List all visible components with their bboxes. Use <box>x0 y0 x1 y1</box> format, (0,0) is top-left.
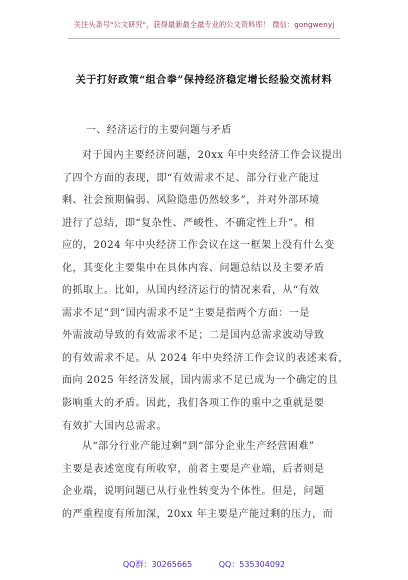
paragraph-line: 了四个方面的表现，即“有效需求不足、部分行业产能过 <box>62 172 320 184</box>
paragraph-line: 企业端，说明问题已从行业性转变为个体性。但是，问题 <box>62 486 325 498</box>
header-divider <box>68 38 340 39</box>
paragraph-line: 进行了总结，即“复杂性、严峻性、不确定性上升”。相 <box>62 217 315 229</box>
footer-qq: QQ：535304092 <box>218 560 286 569</box>
paragraph-line: 面向 2025 年经济发展，国内需求不足已成为一个确定的且 <box>62 375 339 387</box>
paragraph-line: 主要是表述宽度有所收窄，前者主要是产业端，后者则是 <box>62 463 325 475</box>
paragraph-line: 有效扩大国内总需求。 <box>62 420 167 432</box>
paragraph-line: 剩、社会预期偏弱、风险隐患仍然较多”，并对外部环境 <box>62 195 320 207</box>
paragraph-line: 的抓取上。比如，从国内经济运行的情况来看，从“有效 <box>62 285 320 297</box>
paragraph-line: 化，其变化主要集中在具体内容、问题总结以及主要矛盾 <box>62 262 325 274</box>
paragraph-line: 的严重程度有所加深，20xx 年主要是产能过剩的压力，而 <box>62 508 334 520</box>
footer-contact <box>0 559 408 570</box>
document-title: 关于打好政策“组合拳”保持经济稳定增长经验交流材料 <box>75 75 333 86</box>
paragraph-2 <box>62 436 352 526</box>
paragraph-1 <box>62 145 352 438</box>
header-banner: 关注头条号"公文研究"，获得最新最全最专业的公文资料库！ 微信：gongwenyj <box>73 20 335 29</box>
paragraph-line: 的有效需求不足。从 2024 年中央经济工作会议的表述来看， <box>62 352 349 364</box>
paragraph-line: 对于国内主要经济问题，20xx 年中央经济工作会议提出 <box>82 150 343 161</box>
section-heading: 一、经济运行的主要问题与矛盾 <box>86 125 232 136</box>
paragraph-line: 从“部分行业产能过剩”到“部分企业生产经营困难” <box>82 441 315 452</box>
footer-qq-group: QQ群：30265665 <box>122 560 193 569</box>
paragraph-line: 影响重大的矛盾。因此，我们各项工作的重中之重就是要 <box>62 398 325 410</box>
paragraph-line: 需求不足”到“国内需求不足”主要是指两个方面：一是 <box>62 307 310 319</box>
paragraph-line: 外需波动导致的有效需求不足；二是国内总需求波动导致 <box>62 330 325 342</box>
paragraph-line: 应的，2024 年中央经济工作会议在这一框架上没有什么变 <box>62 240 335 252</box>
